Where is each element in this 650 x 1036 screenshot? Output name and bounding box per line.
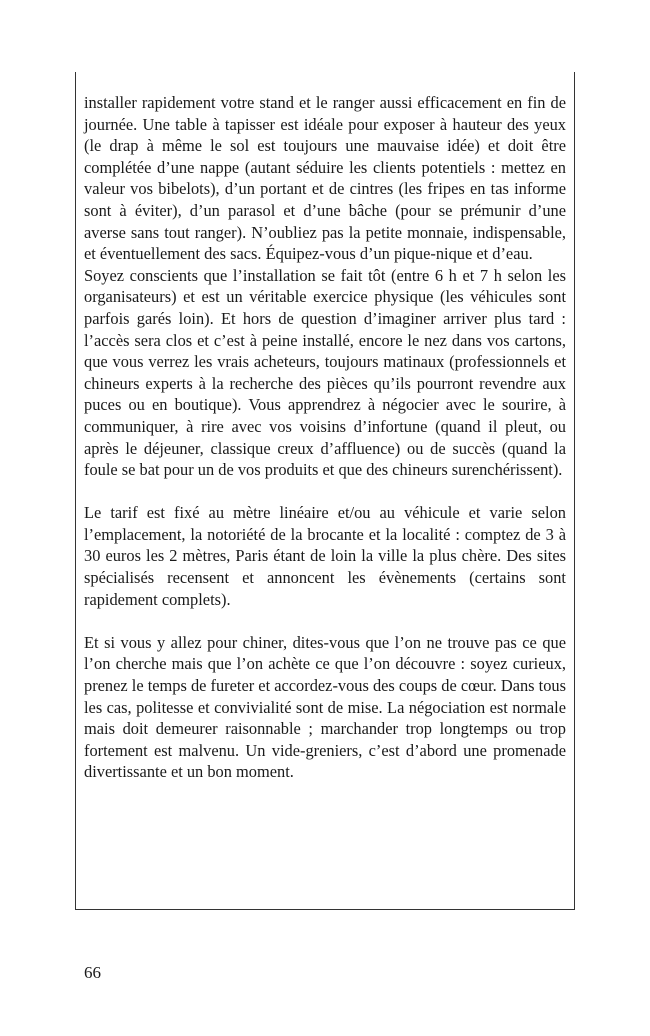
paragraph-pricing: Le tarif est fixé au mètre linéaire et/ou au véhicule et varie selon l’emplacement, la notoriété de la brocante et la localité : comptez de 3 à 30 euros les 2 mètres, Paris étant de loin la ville la plus chère. Des sites spécialisés recensent et annoncent les évènements (certains sont rapidement complets). (84, 503, 566, 609)
paragraph-setup: installer rapidement votre stand et le ranger aussi efficacement en fin de journée. Une table à tapisser est idéale pour exposer à hauteur des yeux (le drap à même le sol est toujours une mauvaise idée) et doit être complétée d’une nappe (autant séduire les clients potentiels : mettez en valeur vos bibelots), d’un portant et de cintres (les fripes en tas informe sont à éviter), d’un parasol et d’une bâche (pour se prémunir d’une averse sans tout ranger). N’oubliez pas la petite monnaie, indispensable, et éventuellement des sacs. Équipez-vous d’un pique-nique et d’eau. (84, 93, 566, 264)
paragraph-browsing-tips: Et si vous y allez pour chiner, dites-vous que l’on ne trouve pas ce que l’on cherche mais que l’on achète ce que l’on découvre : soyez curieux, prenez le temps de fureter et accordez-vous des coups de cœur. Dans tous les cas, politesse et convivialité sont de mise. La négociation est normale mais doit demeurer raisonnable ; marchander trop longtemps ou trop fortement est malvenu. Un vide-greniers, c’est d’abord une promenade divertissante et un bon moment. (84, 632, 566, 782)
page-number: 66 (84, 963, 101, 982)
paragraph-early-arrival: Soyez conscients que l’installation se fait tôt (entre 6 h et 7 h selon les organisateurs) et est un véritable exercice physique (les véhicules sont parfois garés loin). Et hors de question d’imaginer arriver plus tard : l’accès sera clos et c’est à peine installé, encore le nez dans vos cartons, que vous verrez les vrais acheteurs, toujours matinaux (professionnels et chineurs experts à la recherche des pièces qu’ils pourront revendre aux puces ou en boutique). Vous apprendrez à négocier avec le sourire, à communiquer, à rire avec vos voisins d’infortune (quand il pleut, ou après le déjeuner, classique creux d’affluence) ou de succès (quand la foule se bat pour un de vos produits et que des chineurs surenchérissent). (84, 265, 566, 480)
text-box-content (84, 92, 566, 783)
